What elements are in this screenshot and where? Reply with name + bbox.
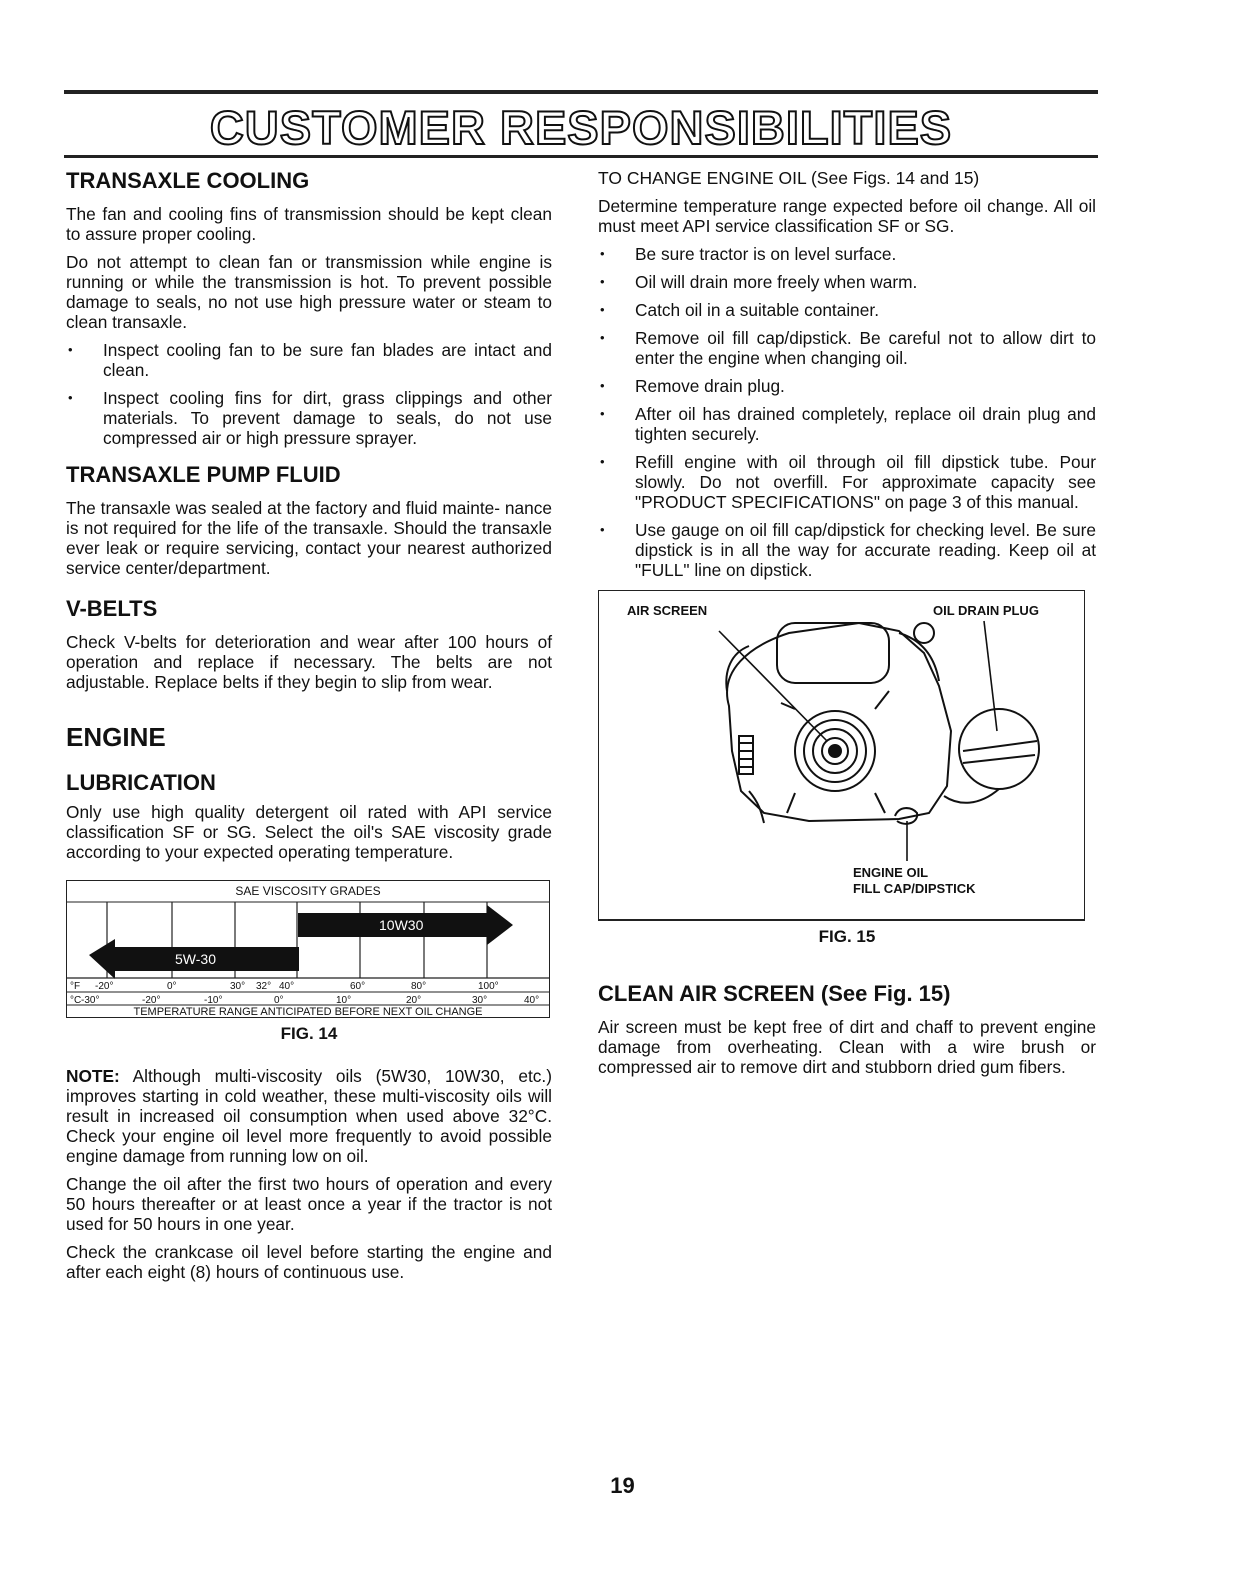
list-item: • Be sure tractor is on level surface. bbox=[598, 244, 1096, 264]
pump-fluid-p1: The transaxle was sealed at the factory and fluid mainte- nance is not required for the life of the transaxle. Should the transaxle ever leak or require servicing, contact your nearest authorized service center/department. bbox=[66, 498, 552, 578]
vbelts-p1: Check V-belts for deterioration and wear after 100 hours of operation and replace if necessary. The belts are not adjustable. Replace belts if they begin to slip from wear. bbox=[66, 632, 552, 692]
list-item: • Remove oil fill cap/dipstick. Be careful not to allow dirt to enter the engine when changing oil. bbox=[598, 328, 1096, 368]
list-item: • Catch oil in a suitable container. bbox=[598, 300, 1096, 320]
f-tick: 80° bbox=[411, 981, 427, 992]
right-column bbox=[598, 168, 1096, 1085]
f-tick: 60° bbox=[350, 981, 366, 992]
grade-5w30-label: 5W-30 bbox=[175, 951, 216, 967]
note-text: Although multi-viscosity oils (5W30, 10W30, etc.) improves starting in cold weather, these multi-viscosity oils will result in increased oil consumption when used above 32°C. Check your engine oil level more frequently to avoid possible engine damage from running low on oil. bbox=[66, 1066, 552, 1166]
f-tick: 40° bbox=[279, 981, 295, 992]
top-rule bbox=[64, 90, 1098, 94]
list-item: • Inspect cooling fins for dirt, grass clippings and other materials. To prevent damage to seals, do not use compressed air or high pressure sprayer. bbox=[66, 388, 552, 448]
c-tick: 0° bbox=[274, 995, 284, 1006]
fill-cap-dipstick-label: FILL CAP/DIPSTICK bbox=[853, 881, 976, 896]
title-underline bbox=[64, 155, 1098, 158]
transaxle-cooling-p1: The fan and cooling fins of transmission should be kept clean to assure proper cooling. bbox=[66, 204, 552, 244]
list-item: • Refill engine with oil through oil fill dipstick tube. Pour slowly. Do not overfill. For approximate capacity see "PRODUCT SPECIFICATIONS" on page 3 of this manual. bbox=[598, 452, 1096, 512]
transaxle-cooling-p2: Do not attempt to clean fan or transmission while engine is running or while the transmission is hot. To prevent possible damage to seals, no not use high pressure water or steam to clean transaxle. bbox=[66, 252, 552, 332]
c-tick: -30° bbox=[81, 995, 100, 1006]
viscosity-chart-graphic bbox=[67, 881, 549, 1017]
lubrication-heading: LUBRICATION bbox=[66, 770, 216, 795]
clean-air-screen-heading: CLEAN AIR SCREEN (See Fig. 15) bbox=[598, 981, 951, 1006]
c-tick: 20° bbox=[406, 995, 422, 1006]
c-tick: -20° bbox=[142, 995, 161, 1006]
list-item: • After oil has drained completely, replace oil drain plug and tighten securely. bbox=[598, 404, 1096, 444]
left-column bbox=[66, 168, 552, 1290]
c-tick: 10° bbox=[336, 995, 352, 1006]
change-oil-paragraph: Change the oil after the first two hours of operation and every 50 hours thereafter or at least once a year if the tractor is not used for 50 hours in one year. bbox=[66, 1174, 552, 1234]
oil-drain-plug-label: OIL DRAIN PLUG bbox=[933, 603, 1039, 618]
c-tick: -10° bbox=[204, 995, 223, 1006]
clean-air-screen-p1: Air screen must be kept free of dirt and chaff to prevent engine damage from overheating. Clean with a wire brush or compressed air to remove dirt and stubborn dried gum fibers. bbox=[598, 1017, 1096, 1077]
sae-viscosity-chart bbox=[66, 880, 550, 1018]
c-tick: 30° bbox=[472, 995, 488, 1006]
list-item: • Oil will drain more freely when warm. bbox=[598, 272, 1096, 292]
note-paragraph bbox=[66, 1066, 552, 1166]
page-number: 19 bbox=[610, 1473, 635, 1498]
engine-heading: ENGINE bbox=[66, 722, 166, 752]
engine-illustration bbox=[599, 591, 1084, 919]
check-oil-paragraph: Check the crankcase oil level before starting the engine and after each eight (8) hours of continuous use. bbox=[66, 1242, 552, 1282]
page-title: CUSTOMER RESPONSIBILITIES bbox=[209, 101, 953, 154]
lubrication-p1: Only use high quality detergent oil rated with API service classification SF or SG. Select the oil's SAE viscosity grade according to your expected operating temperature. bbox=[66, 802, 552, 862]
air-screen-label: AIR SCREEN bbox=[627, 603, 708, 618]
f-tick: 100° bbox=[478, 981, 499, 992]
list-item: • Remove drain plug. bbox=[598, 376, 1096, 396]
f-tick: 30° bbox=[230, 981, 246, 992]
pump-fluid-heading: TRANSAXLE PUMP FLUID bbox=[66, 462, 341, 487]
list-item: • Use gauge on oil fill cap/dipstick for checking level. Be sure dipstick is in all the way for accurate reading. Keep oil at "FULL" line on dipstick. bbox=[598, 520, 1096, 580]
c-unit: °C bbox=[70, 995, 82, 1006]
grade-10w30-label: 10W30 bbox=[379, 917, 424, 933]
engine-figure bbox=[598, 590, 1085, 921]
fig14-caption: FIG. 14 bbox=[280, 1024, 338, 1043]
f-unit: °F bbox=[70, 981, 81, 992]
f-tick: 0° bbox=[167, 981, 177, 992]
note-label: NOTE: bbox=[66, 1066, 120, 1086]
change-oil-p1: Determine temperature range expected before oil change. All oil must meet API service classification SF or SG. bbox=[598, 196, 1096, 236]
transaxle-cooling-list bbox=[66, 340, 552, 448]
vbelts-heading: V-BELTS bbox=[66, 596, 158, 621]
chart-footer: TEMPERATURE RANGE ANTICIPATED BEFORE NEXT OIL CHANGE bbox=[133, 1006, 483, 1017]
change-oil-heading: TO CHANGE ENGINE OIL (See Figs. 14 and 15) bbox=[598, 168, 980, 188]
transaxle-cooling-heading: TRANSAXLE COOLING bbox=[66, 168, 310, 193]
fig15-caption: FIG. 15 bbox=[818, 927, 876, 946]
change-oil-list bbox=[598, 244, 1096, 580]
list-item: • Inspect cooling fan to be sure fan blades are intact and clean. bbox=[66, 340, 552, 380]
engine-oil-label: ENGINE OIL bbox=[853, 865, 929, 880]
chart-title: SAE VISCOSITY GRADES bbox=[235, 884, 381, 898]
f-tick: 32° bbox=[256, 981, 272, 992]
f-tick: -20° bbox=[95, 981, 114, 992]
c-tick: 40° bbox=[524, 995, 540, 1006]
